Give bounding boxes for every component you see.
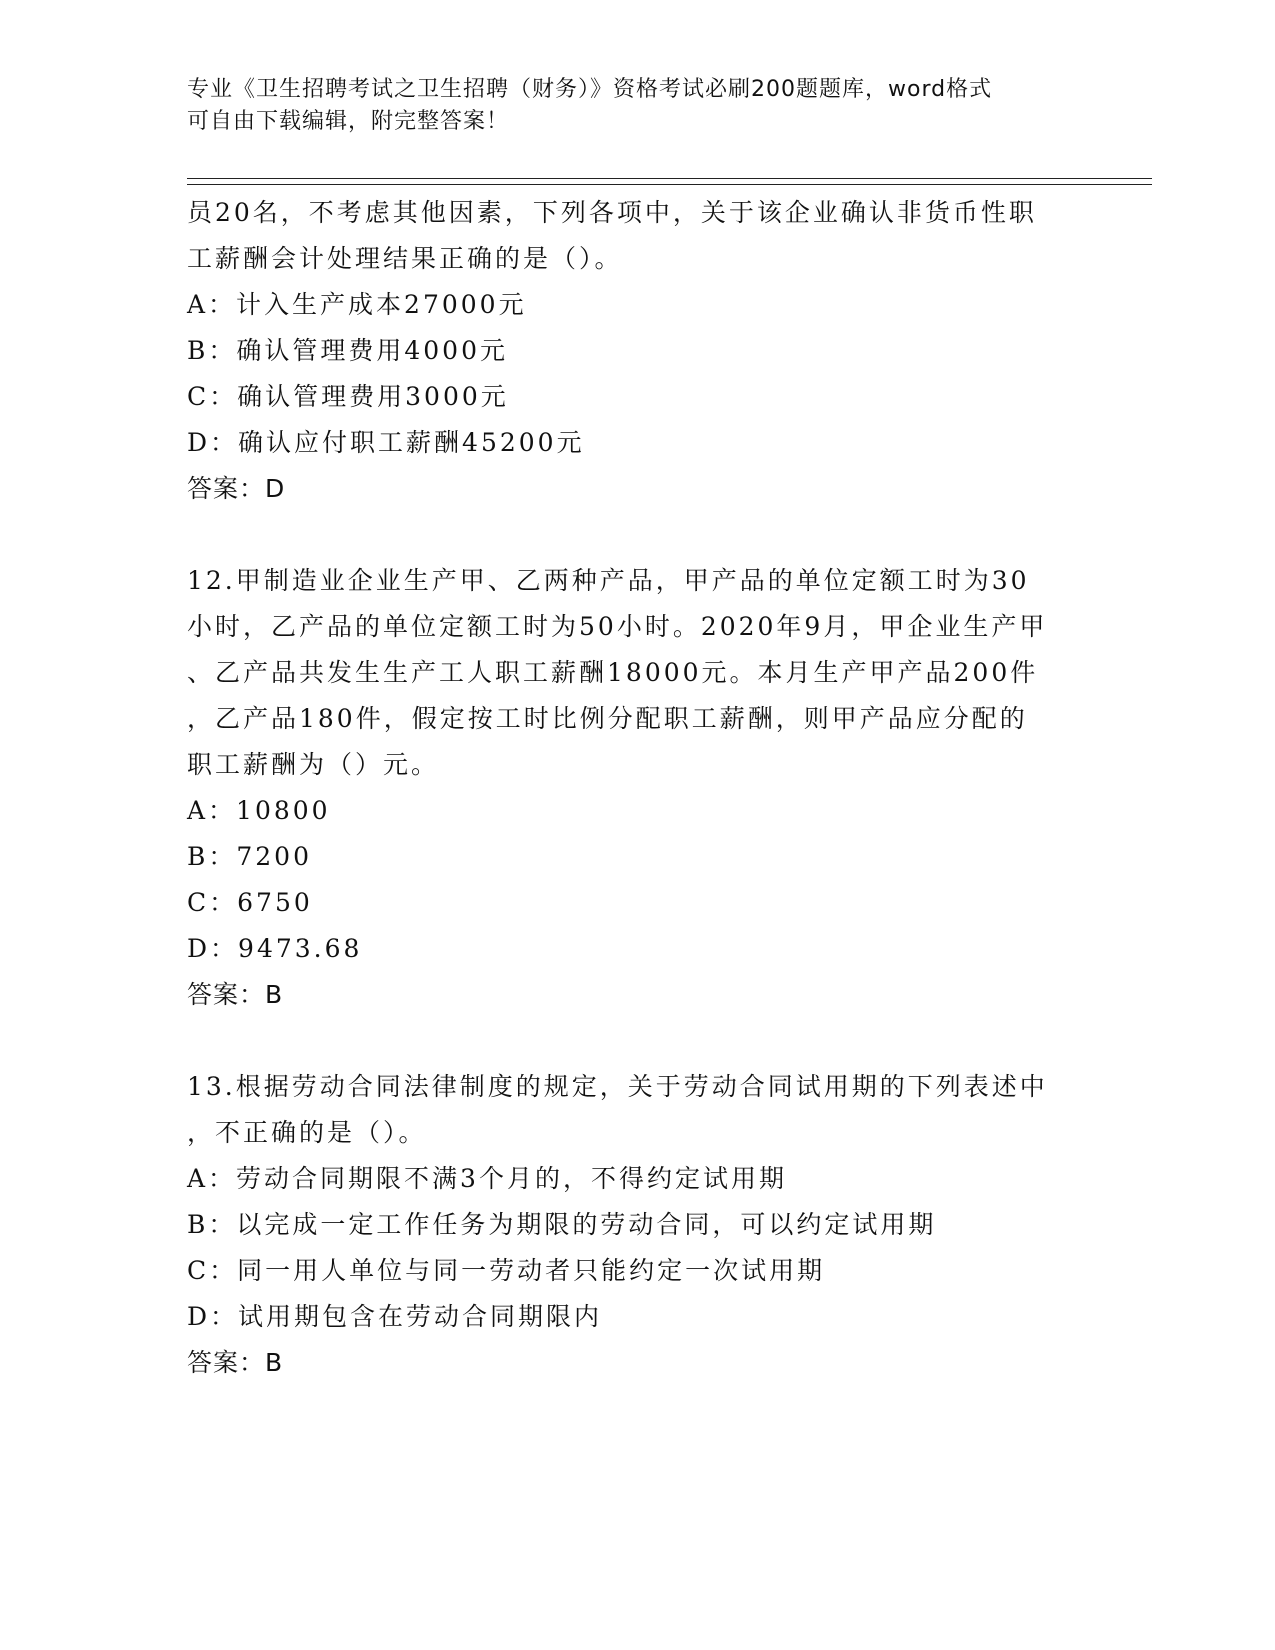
answer: 答案：B <box>187 1348 284 1377</box>
question-13 <box>187 1064 1087 1386</box>
question-11 <box>187 190 1087 512</box>
question-12 <box>187 558 1087 1018</box>
header-title-line-1: 专业《卫生招聘考试之卫生招聘（财务）》资格考试必刷200题题库，word格式 <box>187 77 993 102</box>
answer: 答案：D <box>187 474 286 503</box>
option-a: A：劳动合同期限不满3个月的，不得约定试用期 <box>187 1164 787 1193</box>
option-d: D：确认应付职工薪酬45200元 <box>187 428 585 457</box>
option-b: B：以完成一定工作任务为期限的劳动合同，可以约定试用期 <box>187 1210 937 1239</box>
page-header <box>187 74 1087 138</box>
question-stem-line: 13.根据劳动合同法律制度的规定，关于劳动合同试用期的下列表述中 <box>187 1072 1048 1101</box>
question-stem-line: 12.甲制造业企业生产甲、乙两种产品，甲产品的单位定额工时为30 <box>187 566 1030 595</box>
header-rule-bottom <box>187 184 1152 185</box>
question-spacer <box>187 512 1087 558</box>
option-c: C：6750 <box>187 888 313 917</box>
question-stem-line: 职工薪酬为（）元。 <box>187 750 440 779</box>
question-stem-line: ，乙产品180件，假定按工时比例分配职工薪酬，则甲产品应分配的 <box>187 704 1028 733</box>
header-title-line-2: 可自由下载编辑，附完整答案！ <box>187 109 510 134</box>
question-stem-line: 小时，乙产品的单位定额工时为50小时。2020年9月，甲企业生产甲 <box>187 612 1048 641</box>
option-b: B：7200 <box>187 842 312 871</box>
question-stem-line: ，不正确的是（）。 <box>187 1118 427 1147</box>
header-rule-top <box>187 178 1152 179</box>
question-stem-line: 工薪酬会计处理结果正确的是（）。 <box>187 244 623 273</box>
question-spacer <box>187 1018 1087 1064</box>
question-stem-line: 员20名，不考虑其他因素，下列各项中，关于该企业确认非货币性职 <box>187 198 1037 227</box>
option-c: C：同一用人单位与同一劳动者只能约定一次试用期 <box>187 1256 826 1285</box>
option-d: D：试用期包含在劳动合同期限内 <box>187 1302 603 1331</box>
option-d: D：9473.68 <box>187 934 363 963</box>
option-a: A：10800 <box>187 796 331 825</box>
option-b: B：确认管理费用4000元 <box>187 336 508 365</box>
document-body <box>187 190 1087 1386</box>
question-stem-line: 、乙产品共发生生产工人职工薪酬18000元。本月生产甲产品200件 <box>187 658 1039 687</box>
option-a: A：计入生产成本27000元 <box>187 290 527 319</box>
answer: 答案：B <box>187 980 284 1009</box>
option-c: C：确认管理费用3000元 <box>187 382 509 411</box>
